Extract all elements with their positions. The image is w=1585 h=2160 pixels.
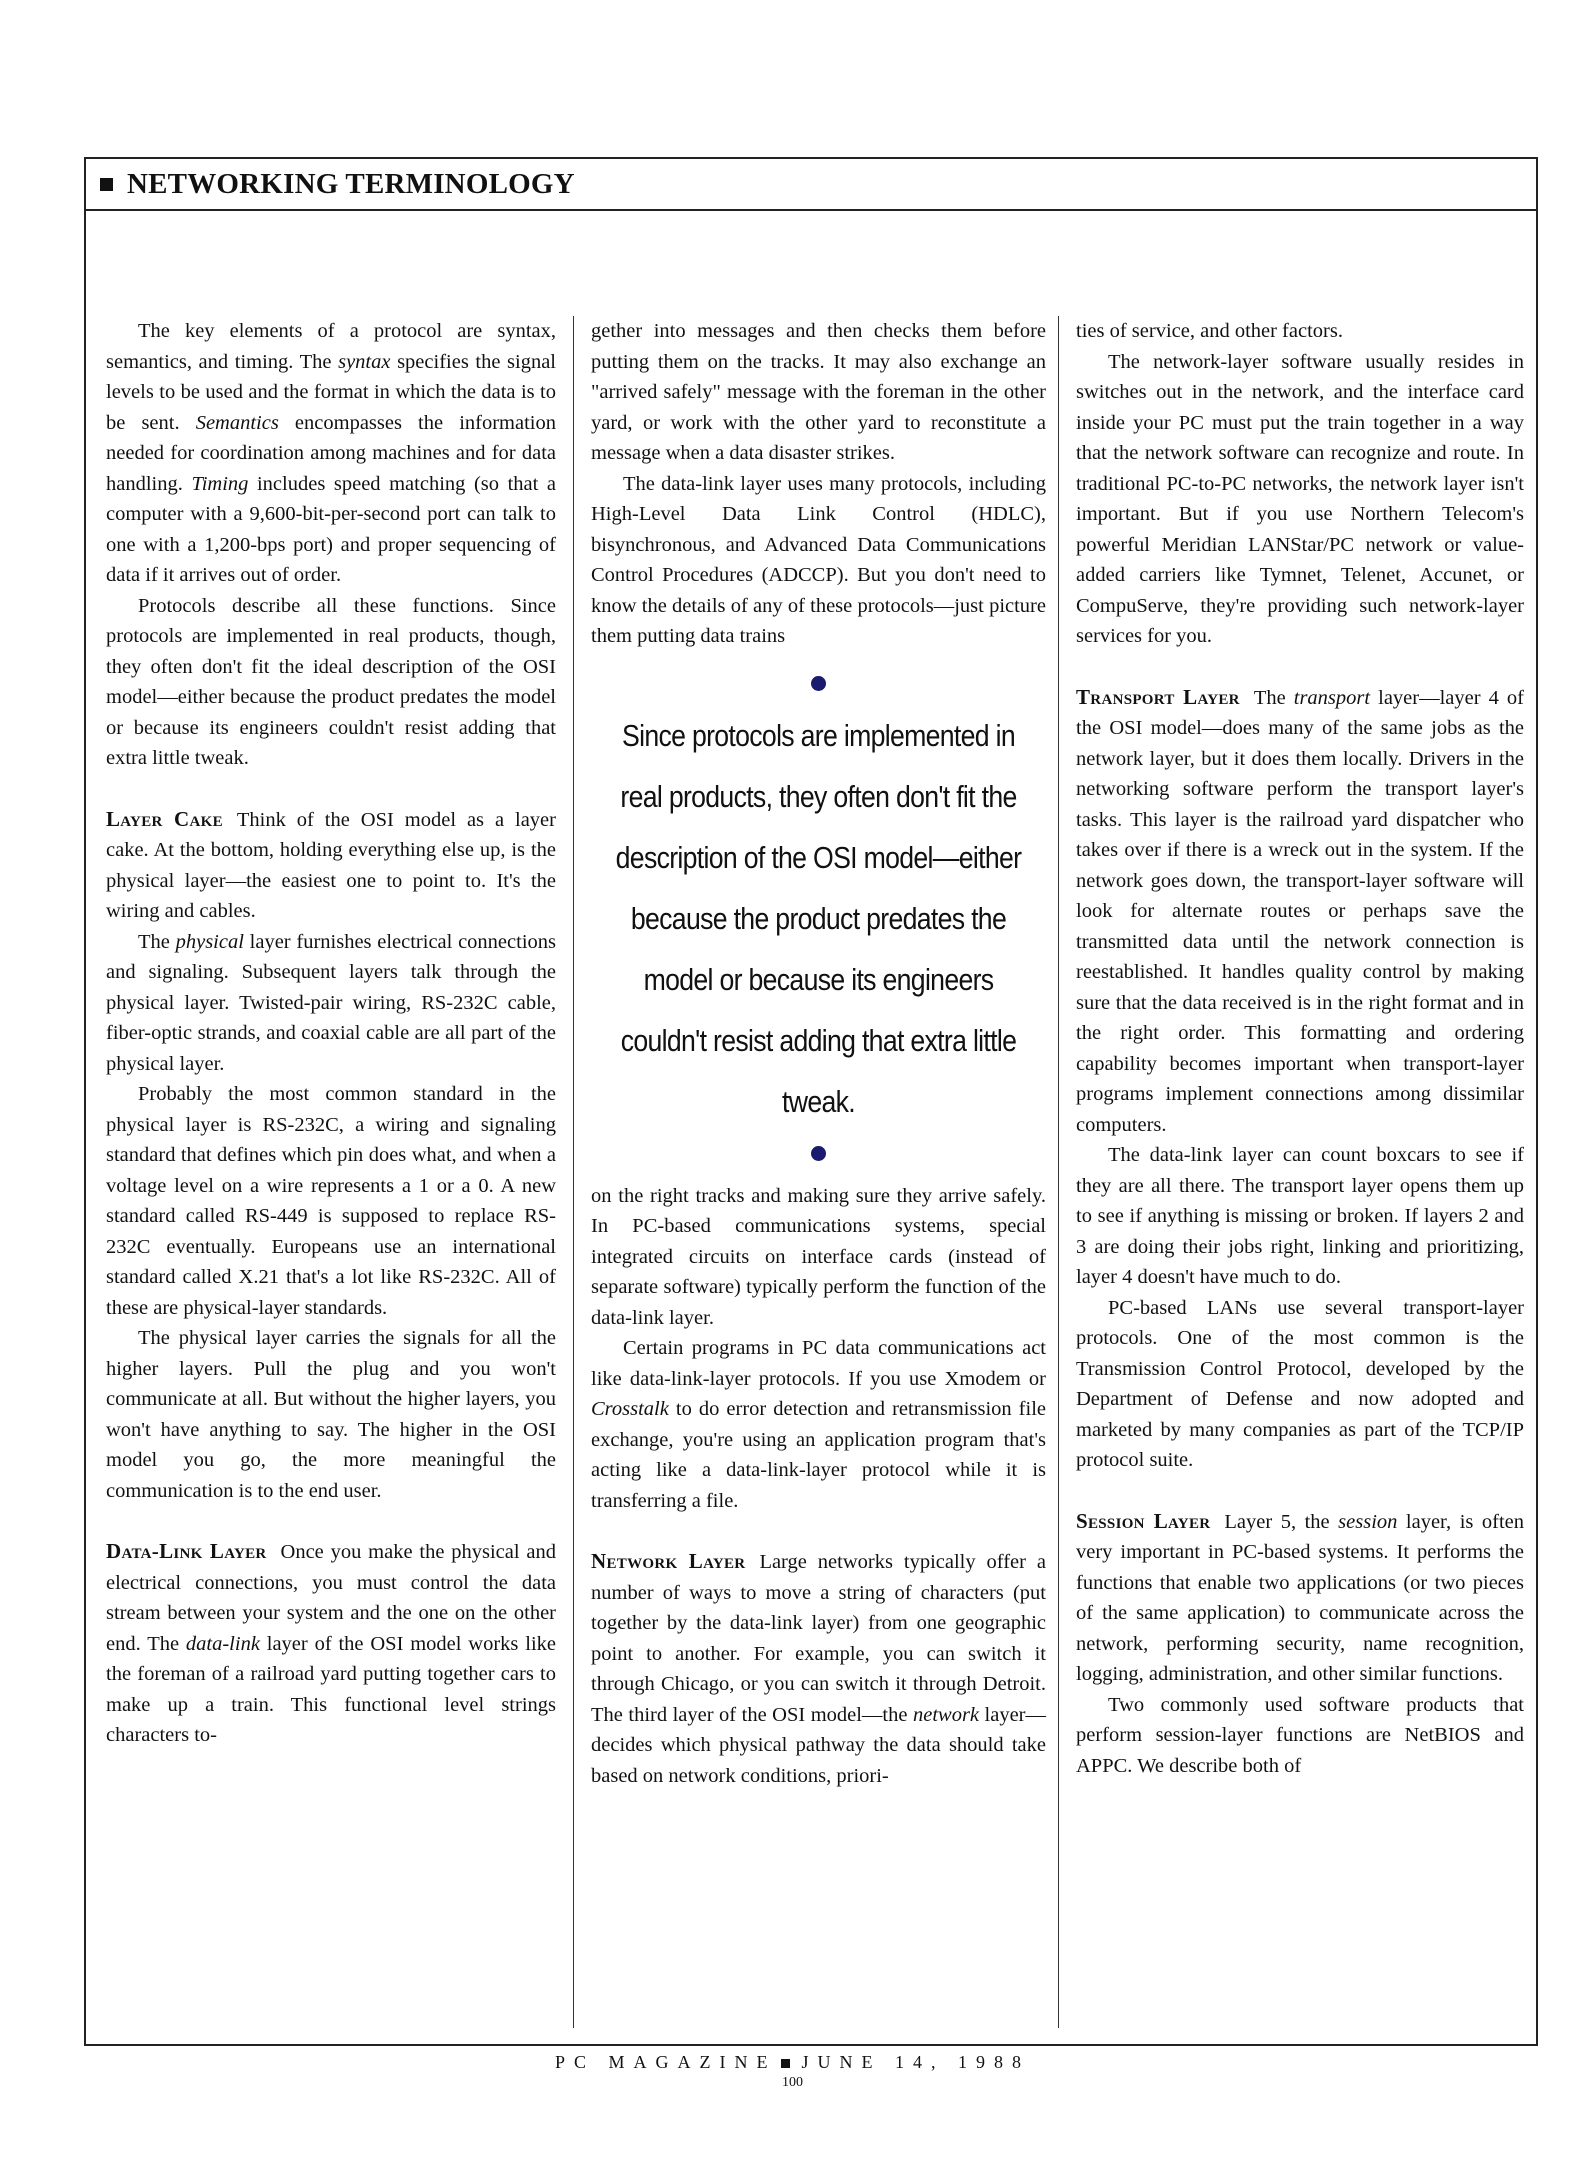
paragraph: The data-link layer can count boxcars to see if they are all there. The transport layer opens them up to see if anything is missing or broken. If layers 2 and 3 are doing their jobs right, linking and prioritizing, layer 4 doesn't have much to do.: [1076, 1144, 1524, 1288]
pull-quote: [591, 676, 1046, 1161]
section-session: Session Layer Layer 5, the session layer, is often very important in PC-based systems. It performs the functions that enable two applications (or two pieces of the same application) to communicate across the network, performing security, name recognition, logging, administration, and other similar functions.: [1076, 1508, 1524, 1685]
section-data-link: Data-Link Layer Once you make the physical and electrical connections, you must control the data stream between your system and the one on the other end. The data-link layer of the OSI model works like the foreman of a railroad yard putting together cars to make up a train. This functional level strings characters to-: [106, 1539, 556, 1746]
paragraph: PC-based LANs use several transport-layer protocols. One of the most common is the Transmission Control Protocol, developed by the Department of Defense and now adopted and marketed by many companies as part of the TCP/IP protocol suite.: [1076, 1296, 1524, 1471]
paragraph: Certain programs in PC data communications act like data-link-layer protocols. If you use Xmodem or Crosstalk to do error detection and retransmission file exchange, you're using an application program that's acting like a data-link-layer protocol while it is transferring a file.: [591, 1337, 1046, 1512]
section-title: NETWORKING TERMINOLOGY: [127, 167, 575, 200]
page-footer: [0, 2052, 1585, 2091]
paragraph: Probably the most common standard in the physical layer is RS-232C, a wiring and signaling standard that defines which pin does what, and when a voltage level on a wire represents a 1 or a 0. A new standard called RS-449 is supposed to replace RS-232C eventually. Europeans use an international standard called X.21 that's a lot like RS-232C. All of these are physical-layer standards.: [106, 1083, 556, 1319]
paragraph: The data-link layer uses many protocols, including High-Level Data Link Control (HDLC), bisynchronous, and Advanced Data Communications Control Procedures (ADCCP). But you don't need to know the details of any of these protocols—just picture them putting data trains: [591, 472, 1046, 647]
paragraph: Two commonly used software products that perform session-layer functions are NetBIOS and APPC. We describe both of: [1076, 1693, 1524, 1777]
text-column-2: [591, 316, 1046, 1791]
section-network: Network Layer Large networks typically offer a number of ways to move a string of characters (put together by the data-link layer) from one geographic point to another. For example, you can switch it through Chicago, or you can switch it through Detroit. The third layer of the OSI model—the network layer—decides which physical pathway the data should take based on network conditions, priori-: [591, 1549, 1047, 1787]
page-number: 100: [782, 2075, 803, 2090]
section-heading: Session Layer: [1076, 1508, 1211, 1533]
column-divider: [1058, 316, 1059, 2028]
section-header: [86, 159, 1536, 211]
pull-quote-text: Since protocols are implemented in real products, they often don't fit the description of the OSI model—either because the product predates the model or because its engineers couldn't resist adding that extra little tweak.: [615, 717, 1022, 1119]
footer-date: JUNE 14, 1988: [801, 2052, 1030, 2072]
section-transport: Transport Layer The transport layer—layer 4 of the OSI model—does many of the same jobs as the network layer, but it does them locally. Drivers in the networking software perform the transport layer's tasks. This layer is the railroad yard dispatcher who takes over if there is a wreck out in the system. If the network goes down, the transport-layer software will look for alternate routes or perhaps save the transmitted data until the network connection is reestablished. It handles quality control by making sure that the data received is in the right format and in the right order. This formatting and ordering capability becomes important when transport-layer programs implement connections among dissimilar computers.: [1076, 684, 1525, 1136]
section-layer-cake: Layer Cake Think of the OSI model as a layer cake. At the bottom, holding everything else up, is the physical layer—the easiest one to point to. It's the wiring and cables.: [106, 806, 556, 922]
paragraph: The key elements of a protocol are syntax, semantics, and timing. The syntax specifies the signal levels to be used and the format in which the data is to be sent. Semantics encompasses the information needed for coordination among machines and for data handling. Timing includes speed matching (so that a computer with a 9,600-bit-per-second port can talk to one with a 1,200-bps port) and proper sequencing of data if it arrives out of order.: [106, 320, 556, 586]
paragraph: The physical layer furnishes electrical connections and signaling. Subsequent layers talk through the physical layer. Twisted-pair wiring, RS-232C cable, fiber-optic strands, and coaxial cable are all part of the physical layer.: [106, 930, 556, 1075]
column-divider: [573, 316, 574, 2028]
paragraph: The network-layer software usually resides in switches out in the network, and the interface card inside your PC must put the train together in a way that the network software can recognize and route. In traditional PC-to-PC networks, the network layer isn't important. But if you use Northern Telecom's powerful Meridian LANStar/PC network or value-added carriers like Tymnet, Telenet, Accunet, or CompuServe, they're providing such network-layer services for you.: [1076, 350, 1524, 647]
text-column-3: [1076, 316, 1524, 1781]
paragraph: gether into messages and then checks them before putting them on the tracks. It may also exchange an "arrived safely" message with the foreman in the other yard, or work with the other yard to reconstitute a message when a data disaster strikes.: [591, 320, 1046, 464]
paragraph: The physical layer carries the signals for all the higher layers. Pull the plug and you won't communicate at all. But without the higher layers, you won't have anything to say. The higher in the OSI model you go, the more meaningful the communication is to the end user.: [106, 1327, 556, 1502]
section-heading: Network Layer: [591, 1549, 746, 1573]
pull-quote-dot-icon: [811, 1146, 826, 1161]
article-frame: [84, 157, 1538, 2046]
section-heading: Layer Cake: [106, 806, 223, 831]
footer-magazine: PC MAGAZINE: [554, 2052, 777, 2072]
paragraph: Protocols describe all these functions. Since protocols are implemented in real products, though, they often don't fit the ideal description of the OSI model—either because the product predates the model or because its engineers couldn't resist adding that extra little tweak.: [106, 594, 556, 769]
paragraph: ties of service, and other factors.: [1076, 320, 1343, 342]
header-bullet-icon: [100, 178, 113, 191]
footer-separator-icon: [781, 2059, 790, 2068]
section-heading: Data-Link Layer: [106, 1539, 267, 1563]
pull-quote-dot-icon: [811, 676, 826, 691]
section-heading: Transport Layer: [1076, 684, 1240, 709]
paragraph: on the right tracks and making sure they arrive safely. In PC-based communications systems, special integrated circuits on interface cards (instead of separate software) typically perform the function of the data-link layer.: [591, 1184, 1046, 1329]
text-column-1: [106, 316, 556, 1751]
